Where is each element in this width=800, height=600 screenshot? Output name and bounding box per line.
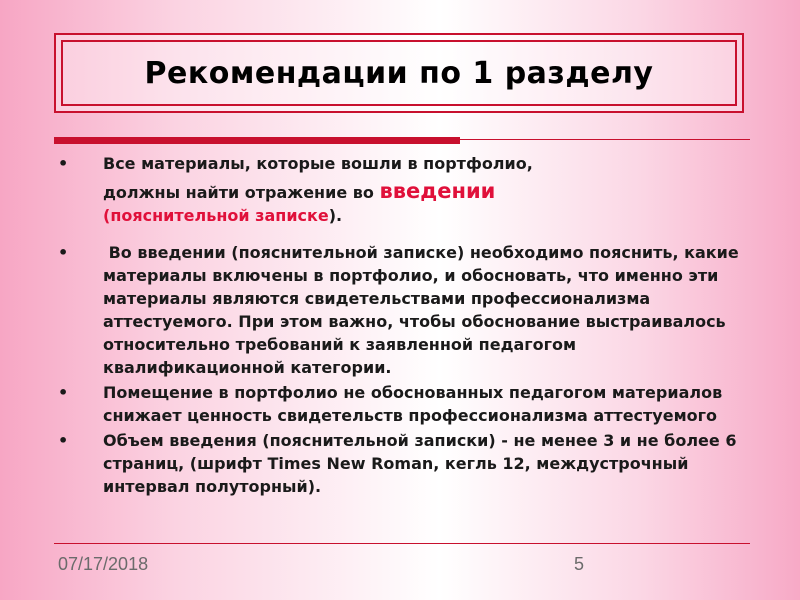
title-box	[54, 33, 744, 113]
slide-title: Рекомендации по 1 разделу	[144, 55, 654, 91]
bullet-1-prefix: должны найти отражение во	[103, 183, 380, 202]
bullet-1-line-3	[103, 204, 754, 227]
bullet-1-highlight: введении	[379, 179, 496, 203]
bullet-1-suffix: ).	[328, 206, 343, 225]
bullet-1-line-1: Все материалы, которые вошли в портфолио,	[103, 154, 533, 173]
bullet-dot-icon: •	[58, 243, 69, 262]
bullet-list	[54, 152, 754, 498]
bullet-item-3	[54, 381, 754, 427]
bullet-1-red-text: (пояснительной записке	[103, 206, 329, 225]
bullet-dot-icon: •	[58, 154, 69, 173]
page-number: 5	[574, 554, 585, 574]
bottom-rule	[54, 543, 750, 544]
bullet-2-text: Во введении (пояснительной записке) необходимо пояснить, какие материалы включены в портфолио, и обосновать, что именно эти материалы являются свидетельствами профессионализма аттестуемого. При этом важно, чтобы обоснование выстраивалось относительно требований к заявленной педагогом квалификационной категории.	[103, 243, 745, 377]
top-rule-thick	[54, 137, 460, 144]
bullet-item-2	[54, 241, 754, 379]
bullet-1-line-2	[103, 180, 754, 204]
footer-date: 07/17/2018	[58, 554, 149, 574]
bullet-4-text: Объем введения (пояснительной записки) - не менее 3 и не более 6 страниц, (шрифт Times New Roman, кегль 12, междустрочный интервал полуторный).	[103, 431, 737, 496]
title-frame	[61, 40, 737, 106]
bullet-3-text: Помещение в портфолио не обоснованных педагогом материалов снижает ценность свидетельств профессионализма аттестуемого	[103, 383, 723, 425]
bullet-item-4	[54, 429, 754, 498]
bullet-item-1	[54, 152, 754, 227]
top-rule-thin	[460, 139, 750, 140]
bullet-dot-icon: •	[58, 431, 69, 450]
bullet-dot-icon: •	[58, 383, 69, 402]
